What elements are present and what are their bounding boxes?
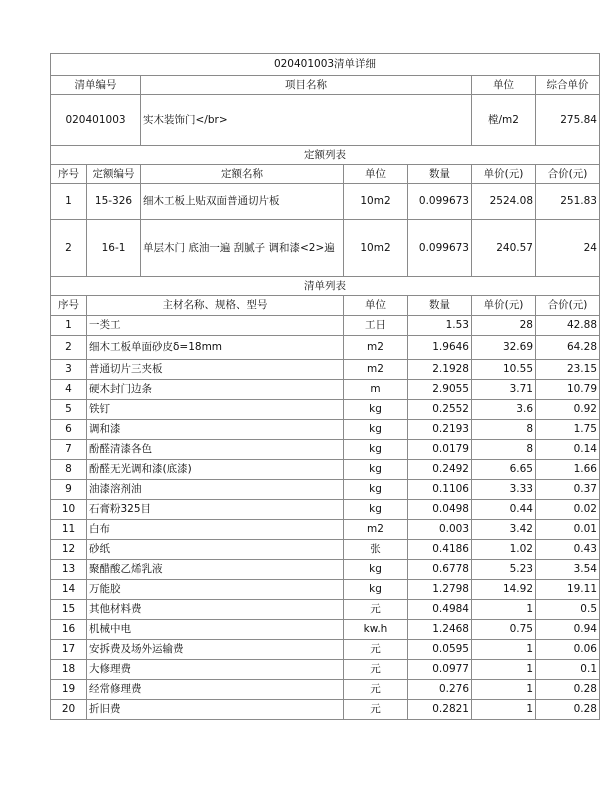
material-no: 18 [51, 660, 87, 680]
material-unit: kg [344, 500, 408, 520]
material-name: 经常修理费 [87, 680, 344, 700]
quota-price: 240.57 [472, 220, 536, 277]
material-total: 0.02 [536, 500, 600, 520]
material-name: 铁钉 [87, 400, 344, 420]
material-name: 其他材料费 [87, 600, 344, 620]
quota-col-unit: 单位 [344, 165, 408, 184]
header-label-unit: 单位 [472, 76, 536, 95]
material-no: 3 [51, 360, 87, 380]
material-row [51, 600, 600, 620]
material-row [51, 440, 600, 460]
material-no: 19 [51, 680, 87, 700]
material-row [51, 520, 600, 540]
quota-col-no: 序号 [51, 165, 87, 184]
material-name: 调和漆 [87, 420, 344, 440]
material-total: 19.11 [536, 580, 600, 600]
quota-code: 15-326 [87, 184, 141, 220]
material-qty: 2.9055 [408, 380, 472, 400]
material-row [51, 660, 600, 680]
material-price: 0.44 [472, 500, 536, 520]
quota-row [51, 184, 600, 220]
material-price: 8 [472, 420, 536, 440]
material-total: 1.66 [536, 460, 600, 480]
material-name: 白布 [87, 520, 344, 540]
material-qty: 0.276 [408, 680, 472, 700]
quota-col-code: 定额编号 [87, 165, 141, 184]
material-qty: 0.2552 [408, 400, 472, 420]
material-unit: m2 [344, 336, 408, 360]
quota-no: 1 [51, 184, 87, 220]
material-qty: 1.9646 [408, 336, 472, 360]
material-row [51, 640, 600, 660]
material-total: 0.92 [536, 400, 600, 420]
quota-total: 251.83 [536, 184, 600, 220]
material-total: 0.5 [536, 600, 600, 620]
bill-name: 实木装饰门</br> [141, 95, 472, 146]
material-price: 1 [472, 600, 536, 620]
material-qty: 0.0977 [408, 660, 472, 680]
material-name: 安拆费及场外运输费 [87, 640, 344, 660]
material-price: 1 [472, 700, 536, 720]
material-no: 11 [51, 520, 87, 540]
quota-qty: 0.099673 [408, 220, 472, 277]
material-total: 0.1 [536, 660, 600, 680]
materials-col-name: 主材名称、规格、型号 [87, 296, 344, 316]
material-row [51, 540, 600, 560]
material-no: 5 [51, 400, 87, 420]
material-qty: 0.003 [408, 520, 472, 540]
material-unit: m2 [344, 520, 408, 540]
material-row [51, 560, 600, 580]
material-total: 10.79 [536, 380, 600, 400]
material-qty: 0.4984 [408, 600, 472, 620]
material-row [51, 336, 600, 360]
material-name: 砂纸 [87, 540, 344, 560]
material-qty: 0.6778 [408, 560, 472, 580]
material-total: 64.28 [536, 336, 600, 360]
material-row [51, 360, 600, 380]
material-unit: kg [344, 440, 408, 460]
quota-col-price: 单价(元) [472, 165, 536, 184]
material-row [51, 480, 600, 500]
material-qty: 1.2468 [408, 620, 472, 640]
material-qty: 0.2492 [408, 460, 472, 480]
material-total: 0.37 [536, 480, 600, 500]
material-no: 15 [51, 600, 87, 620]
material-no: 2 [51, 336, 87, 360]
quota-name: 细木工板上贴双面普通切片板 [141, 184, 344, 220]
quota-col-name: 定额名称 [141, 165, 344, 184]
material-row [51, 700, 600, 720]
material-name: 细木工板单面砂皮δ=18mm [87, 336, 344, 360]
material-price: 3.6 [472, 400, 536, 420]
material-name: 万能胶 [87, 580, 344, 600]
material-unit: 元 [344, 600, 408, 620]
material-unit: 元 [344, 640, 408, 660]
bill-code: 020401003 [51, 95, 141, 146]
material-qty: 0.0498 [408, 500, 472, 520]
material-qty: 0.1106 [408, 480, 472, 500]
material-name: 大修理费 [87, 660, 344, 680]
material-unit: kg [344, 480, 408, 500]
material-qty: 2.1928 [408, 360, 472, 380]
material-qty: 0.0179 [408, 440, 472, 460]
quota-col-total: 合价(元) [536, 165, 600, 184]
material-unit: kw.h [344, 620, 408, 640]
materials-col-no: 序号 [51, 296, 87, 316]
material-no: 1 [51, 316, 87, 336]
material-price: 3.71 [472, 380, 536, 400]
table-title: 020401003清单详细 [51, 54, 600, 76]
material-row [51, 580, 600, 600]
material-unit: m2 [344, 360, 408, 380]
material-price: 1 [472, 680, 536, 700]
material-name: 石膏粉325目 [87, 500, 344, 520]
header-label-name: 项目名称 [141, 76, 472, 95]
material-unit: 元 [344, 660, 408, 680]
material-row [51, 400, 600, 420]
material-qty: 0.2193 [408, 420, 472, 440]
material-name: 硬木封门边条 [87, 380, 344, 400]
material-row [51, 620, 600, 640]
material-row [51, 500, 600, 520]
material-name: 油漆溶剂油 [87, 480, 344, 500]
material-total: 0.06 [536, 640, 600, 660]
material-total: 0.28 [536, 700, 600, 720]
material-row [51, 680, 600, 700]
material-no: 16 [51, 620, 87, 640]
quota-row [51, 220, 600, 277]
quota-qty: 0.099673 [408, 184, 472, 220]
material-qty: 0.0595 [408, 640, 472, 660]
material-name: 折旧费 [87, 700, 344, 720]
material-no: 17 [51, 640, 87, 660]
material-row [51, 460, 600, 480]
bill-unit: 樘/m2 [472, 95, 536, 146]
material-qty: 1.2798 [408, 580, 472, 600]
header-label-code: 清单编号 [51, 76, 141, 95]
material-price: 32.69 [472, 336, 536, 360]
material-unit: kg [344, 580, 408, 600]
quota-price: 2524.08 [472, 184, 536, 220]
bill-detail-table [50, 53, 600, 720]
material-price: 0.75 [472, 620, 536, 640]
material-unit: kg [344, 420, 408, 440]
material-price: 3.33 [472, 480, 536, 500]
material-total: 0.28 [536, 680, 600, 700]
material-name: 酚醛无光调和漆(底漆) [87, 460, 344, 480]
material-qty: 1.53 [408, 316, 472, 336]
material-total: 3.54 [536, 560, 600, 580]
material-no: 7 [51, 440, 87, 460]
material-total: 0.01 [536, 520, 600, 540]
material-unit: 张 [344, 540, 408, 560]
quota-unit: 10m2 [344, 220, 408, 277]
material-unit: kg [344, 460, 408, 480]
material-no: 13 [51, 560, 87, 580]
materials-section-title: 清单列表 [51, 277, 600, 296]
material-total: 23.15 [536, 360, 600, 380]
material-price: 8 [472, 440, 536, 460]
materials-col-unit: 单位 [344, 296, 408, 316]
quota-total: 24 [536, 220, 600, 277]
material-name: 一类工 [87, 316, 344, 336]
quota-col-qty: 数量 [408, 165, 472, 184]
material-name: 普通切片三夹板 [87, 360, 344, 380]
material-no: 4 [51, 380, 87, 400]
material-unit: 元 [344, 680, 408, 700]
material-unit: m [344, 380, 408, 400]
material-total: 0.94 [536, 620, 600, 640]
material-name: 聚醋酸乙烯乳液 [87, 560, 344, 580]
material-price: 14.92 [472, 580, 536, 600]
materials-col-total: 合价(元) [536, 296, 600, 316]
material-row [51, 316, 600, 336]
material-price: 28 [472, 316, 536, 336]
material-price: 5.23 [472, 560, 536, 580]
quota-code: 16-1 [87, 220, 141, 277]
material-row [51, 380, 600, 400]
material-unit: kg [344, 560, 408, 580]
material-name: 酚醛清漆各色 [87, 440, 344, 460]
quota-unit: 10m2 [344, 184, 408, 220]
material-no: 9 [51, 480, 87, 500]
material-unit: kg [344, 400, 408, 420]
material-name: 机械中电 [87, 620, 344, 640]
material-no: 12 [51, 540, 87, 560]
material-total: 0.14 [536, 440, 600, 460]
material-total: 0.43 [536, 540, 600, 560]
material-total: 1.75 [536, 420, 600, 440]
quota-section-title: 定额列表 [51, 146, 600, 165]
material-row [51, 420, 600, 440]
material-unit: 元 [344, 700, 408, 720]
quota-no: 2 [51, 220, 87, 277]
material-qty: 0.2821 [408, 700, 472, 720]
quota-name: 单层木门 底油一遍 刮腻子 调和漆<2>遍 [141, 220, 344, 277]
material-price: 1 [472, 660, 536, 680]
header-label-price: 综合单价 [536, 76, 600, 95]
material-no: 10 [51, 500, 87, 520]
bill-price: 275.84 [536, 95, 600, 146]
materials-col-price: 单价(元) [472, 296, 536, 316]
materials-col-qty: 数量 [408, 296, 472, 316]
material-unit: 工日 [344, 316, 408, 336]
material-total: 42.88 [536, 316, 600, 336]
material-price: 3.42 [472, 520, 536, 540]
material-price: 6.65 [472, 460, 536, 480]
material-no: 6 [51, 420, 87, 440]
material-no: 20 [51, 700, 87, 720]
material-qty: 0.4186 [408, 540, 472, 560]
material-price: 10.55 [472, 360, 536, 380]
material-no: 14 [51, 580, 87, 600]
material-no: 8 [51, 460, 87, 480]
material-price: 1 [472, 640, 536, 660]
material-price: 1.02 [472, 540, 536, 560]
